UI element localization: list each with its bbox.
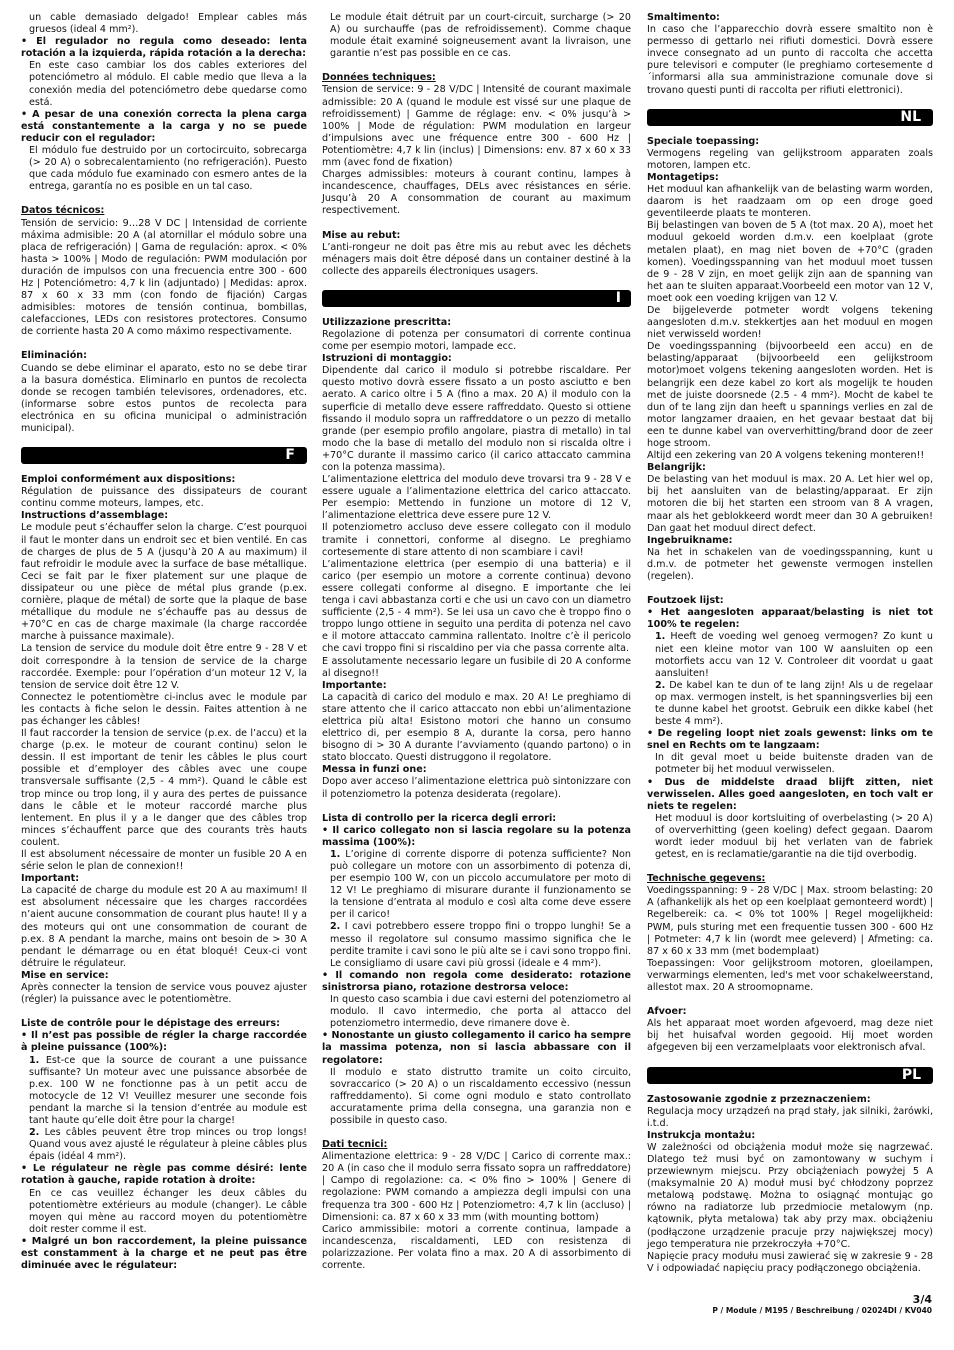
- nl-use-text: Vermogens regeling van gelijkstroom apparaten zoals motoren, lampen etc.: [647, 147, 933, 171]
- nl-assembly-para: De bijgeleverde potmeter wordt volgens tekening aangesloten d.m.v. stekkertjes aan het moduul en mogen niet verwisseld worden!: [647, 304, 933, 341]
- column-1: [21, 12, 307, 1272]
- it-disposal-text: In caso che l’apparecchio dovrà essere smaltito non è permesso di gettarlo nei rifiuti domestici. Dovrà essere invece consegnato ad un punto di raccolta che accetta pure televisori e computer (le preghiamo cortesemente d´informarsi alla sua amministrazione comunale dove si trovano questi punti di raccolta per rifiuti elettronici).: [647, 24, 933, 96]
- fr-service-heading: Mise en service:: [21, 969, 109, 981]
- pl-assembly-heading: Instrukcja montażu:: [647, 1129, 756, 1141]
- fr-charges-text: Charges admissibles: moteurs à courant continu, lampes à incandescence, chauffages, DELs avec résistances en série. Jusqu’à 20 A consommation de courant au maximum respectivement.: [322, 169, 631, 217]
- es-tech-heading: Datos técnicos:: [21, 205, 105, 217]
- fr-service-text: Après connecter la tension de service vous pouvez ajuster (régler) la puissance avec le potentiomètre.: [21, 982, 307, 1006]
- it-disposal-heading: Smaltimento:: [647, 12, 720, 23]
- it-assembly-heading: Istruzioni di montaggio:: [322, 353, 452, 365]
- es-continued-text: un cable demasiado delgado! Emplear cables más gruesos (ideal 4 mm²).: [29, 12, 307, 36]
- nl-check-1-title: • Het aangesloten apparaat/belasting is niet tot 100% te regelen:: [647, 607, 933, 631]
- nl-check-3-title: • Dus de middelste draad blijft zitten, niet verwisselen. Alles goed aangesloten, en toch valt er niets te regelen:: [647, 776, 933, 812]
- nl-check-2-title: • De regeling loopt niet zoals gewenst: links om te snel en Rechts om te langzaam:: [647, 728, 933, 752]
- fr-tech-text: Tension de service: 9 - 28 V/DC | Intensité de courant maximale admissible: 20 A (quand le module est vissé sur une plaque de refroidissement) | Gamme de réglage: env. < 0% jusqu’à > 100% | Mode de régulation: PWM modulation en largeur d’impulsions avec une fréquence entre 300 - 600 Hz | Potentiomètre: 4,7 k lin (inclus) | Dimensions: env. 87 x 60 x 33 mm (avec fond de fixation): [322, 84, 631, 169]
- point-text: L’origine di corrente disporre di potenza sufficiente? Non può collegare un motore con un assorbimento di potenza di, per esempio 100 W, con un piccolo accumulatore per moto di 12 V! Le preghiamo di misurare durante il funzionamento se la tensione d’entrata al modulo e così alta come deve essere per il carico!: [330, 848, 631, 921]
- fr-assembly-para: Il est absolument nécessaire de monter un fusible 20 A en série selon le plan de connexion!!: [21, 849, 307, 873]
- it-load-text: Carico ammissibile: motori a corrente continua, lampade a incandescenza, riscaldamenti, LED con resistenza di polarizzazione. Per volata fino a max. 20 A di assorbimento di corrente.: [322, 1223, 631, 1271]
- it-assembly-para: Il potenziometro accluso deve essere collegato con il modulo tramite i connettori, conforme al disegno. Le preghiamo cortesemente di stare attento di non scambiare i cavi!: [322, 522, 631, 558]
- it-check-3-title: • Nonostante un giusto collegamento il carico ha sempre la massima potenza, non si lascia abbassare con il regolatore:: [322, 1030, 631, 1066]
- fr-disposal-text: L’anti-rongeur ne doit pas être mis au rebut avec les déchets ménagers mais doit être déposé dans un container destiné à la collecte des appareils électroniques usagers.: [322, 241, 631, 277]
- nl-assembly-para: Bij belastingen van boven de 5 A (tot max. 20 A), moet het moduul gekoeld worden d.m.v. een koelplaat (grote metalen plaat), en mag niet boven de +70°C (graden komen). Voedingsspanning van het moduul moet tussen de 9 - 28 V zijn, en moet gelijk zijn aan de spanning van het aan te sluiten apparaat.Voorbeeld een motor van 12 V, moet ook een voeding krijgen van 12 V.: [647, 220, 933, 304]
- fr-checklist-heading: Liste de contrôle pour le dépistage des erreurs:: [21, 1018, 280, 1030]
- column-2: [322, 12, 631, 1272]
- nl-tech-text: Voedingsspanning: 9 - 28 V/DC | Max. stroom belasting: 20 A (afhankelijk als het op een koelplaat gemonteerd wordt) | Regelbereik: ca. < 0% tot 100% | Regel mogelijkheid: PWM, puls sturing met een frequentie tussen 300 - 600 Hz | Potmeter: 4,7 k lin (wordt mee geleverd) | Afmeting: ca. 87 x 60 x 33 mm (met bodemplaat): [647, 885, 933, 957]
- point-text: Est-ce que la source de courant a une puissance suffisante? Un moteur avec une puissance absorbée de p.ex. 100 W ne fonctionne pas à un petit accu de motocycle de 12 V! Veuillez mesurer une seconde fois pendant la marche si la tension d’entrée au module est tant haute qu’elle doit être pour la charge!: [29, 1054, 307, 1126]
- language-bar-pl: PL: [647, 1067, 933, 1084]
- fr-assembly-para: Il faut raccorder la tension de service (p.ex. de l’accu) et la charge (p.ex. le moteur de courant continu) selon le dessin. Il est important de tenir les câbles le plus court possible et d’employer des câbles avec une coupe transversale suffisante (2,5 - 4 mm²). Quand le câble est trop mince ou trop long, il y aura des pertes de puissance dans le câble et le moteur raccordé marche plus lentement. En plus il y a le danger que des câbles trop minces s’échauffent parce que des courants très hauts coulent.: [21, 728, 307, 848]
- document-reference: P / Module / M195 / Beschreibung / 02024DI / KV040: [712, 1306, 932, 1315]
- pl-use-heading: Zastosowanie zgodnie z przeznaczeniem:: [647, 1093, 871, 1105]
- nl-assembly-para: Het moduul kan afhankelijk van de belasting warm worden, daarom is het raadzaam om op een droge goed geventileerde plaats te monteren.: [647, 184, 933, 220]
- point-number: 1.: [29, 1054, 40, 1066]
- es-disposal-text: Cuando se debe eliminar el aparato, esto no se debe tirar a la basura doméstica. Eliminarlo en puntos de recolecta donde se recogen también televisores, ordenadores, etc. (informarse sobre estos puntos de recolecta para electrónica en su oficina municipal o administración municipal).: [21, 362, 307, 434]
- pl-assembly-para: W zależności od obciążenia moduł może się nagrzewać. Dlatego też musi być on zamontowany w suchym i przewiewnym miejscu. Przy obciążeniach powyżej 5 A (maksymalnie 20 A) moduł musi być chłodzony poprzez metalową podstawę. Można to osiągnąć montując go równo na radiatorze lub przedmiocie metalowym (np. kątownik, płyta metalowa) tak aby przy max. obciążeniu (podłączone urządzenie pracuje przy największej mocy) jego temperatura nie przekroczyła +70°C.: [647, 1141, 933, 1250]
- point-text: De kabel kan te dun of te lang zijn! Als u de regelaar op max. vermogen instelt, is het spanningsverlies bij een te dunne kabel het grootst. Gebruik een dikke kabel (het beste 4 mm²).: [655, 679, 933, 728]
- it-check-1-point-1: [330, 849, 631, 922]
- fr-use-heading: Emploi conformément aux dispositions:: [21, 474, 236, 486]
- it-assembly-para: Dipendente dal carico il modulo si potrebbe riscaldare. Per questo motivo dovrà essere fissato a un posto asciutto e ben aerato. A carico oltre i 5 A (fino a max. 20 A) il modulo con la superficie di metallo deve essere raffreddato. Questo si ottiene fissando il modulo sopra un raffreddatore o un pezzo di metallo grande (per esempio profilo angolare, piastra di metallo) in tal modo che la base di metallo del modulo non si riscalda oltre i +70°C durante il massimo carico (il carico attaccato cammina con la potenza massima).: [322, 365, 631, 473]
- nl-disposal-heading: Afvoer:: [647, 1006, 687, 1018]
- es-disposal-heading: Eliminación:: [21, 350, 87, 362]
- it-service-heading: Messa in funzi one:: [322, 764, 427, 776]
- language-bar-it: I: [322, 290, 631, 307]
- fr-check-1-point-2: [29, 1127, 307, 1163]
- nl-assembly-para: De voedingsspanning (bijvoorbeeld een accu) en de belasting/apparaat (bijvoorbeeld een gelijkstroom motor)moet volgens tekening aangesloten worden. Het is belangrijk een deze kabel zo kort als mogelijk te houden met de juiste doorsnede (2.5 - 4 mm²). Mocht de kabel te dun of te lang zijn dan heeft u spannings verlies en zal de motor langzamer draaien, en het gevaar bestaat dat bij een te dunne kabel van oververhitting/brand door de zeer hoge stroom.: [647, 341, 933, 449]
- fr-important-text: La capacité de charge du module est 20 A au maximum! Il est absolument nécessaire que les charges raccordées n’aient aucune consommation de courant plus haute! Il y a des moteurs qui ont une consommation de courant de p.ex. 8 A pendant la marche, mains ont besoin de > 30 A pendant le démarrage ou en état bloqué! Ceux-ci vont détruire le régulateur.: [21, 885, 307, 969]
- it-use-text: Regolazione di potenza per consumatori di corrente continua come per esempio motori, lampade ecc.: [322, 328, 631, 353]
- nl-check-2-text: In dit geval moet u beide buitenste draden van de potmeter bij het moduul verwisselen.: [655, 752, 933, 776]
- point-text: I cavi potrebbero essere troppo fini o troppo lunghi! Se a messo il regolatore sul consumo massimo significa che le perdite tramite i cavi sono le più alte se i cavi sono troppo fini. Le consigliamo di usare cavi più grossi (ideale e 4 mm²).: [330, 921, 631, 969]
- es-tech-text: Tensión de servicio: 9…28 V DC | Intensidad de corriente máxima admisible: 20 A (al atornillar el módulo sobre una placa de refrigeración) | Gama de regulación: aprox. < 0% hasta > 100% | Modo de regulación: PWM modulación por duración de impulsos con una frecuencia entre 300 - 600 Hz | Potenciómetro: 4,7 k lin (adjuntado) | Medidas: aprox. 87 x 60 x 33 mm (con fondo de fijación) Cargas admisibles: motores de tensión continua, bombillas, calefacciones, LEDs con resistores protectores. Consumo de corriente hasta 20 A como máximo respectivamente.: [21, 217, 307, 338]
- it-assembly-para: E assolutamente necessario legare un fusibile di 20 A conforme al disegno!!: [322, 655, 631, 679]
- nl-service-heading: Ingebruikname:: [647, 534, 733, 546]
- it-service-text: Dopo aver acceso l’alimentazione elettrica può sintonizzare con il potenziometro la potenza desiderata (regolare).: [322, 776, 631, 800]
- pl-assembly-para: Napięcie pracy modułu musi zawierać się w zakresie 9 - 28 V i odpowiadać napięciu pracy podłączonego obciążenia.: [647, 1250, 933, 1274]
- it-tech-heading: Dati tecnici:: [322, 1139, 388, 1151]
- fr-assembly-heading: Instructions d’assemblage:: [21, 510, 169, 522]
- it-check-3-text: Il modulo e stato distrutto tramite un coito circuito, sovraccarico (> 20 A) o un riscaldamento eccessivo (nessun raffreddamento). Si come ogni modulo e stato controllato accuratamente prima della consegna, una garanzia non e possibile in questo caso.: [330, 1066, 631, 1126]
- es-troubleshoot-3-title: • A pesar de una conexión correcta la plena carga está constantemente a la carga y no se puede reducir con el regulador:: [21, 108, 307, 144]
- language-bar-fr: F: [21, 447, 307, 464]
- it-assembly-para: L’alimentazione elettrica (per esempio di una batteria) e il carico (per esempio un motore a corrente continua) devono essere collegati conforme al disegno. E importante che lei tenga i cavi abbastanza corti e che usi un cavo con un diametro sufficiente (2,5 - 4 mm²). Se lei usa un cavo che è troppo fino o troppo lungo ottiene in seguito una perdita di potenza nel cavo e il motore attaccato cammina rallentato. Inoltre c’è il pericolo che cavi troppo fini si riscaldino per via che passa corrente alta.: [322, 558, 631, 655]
- fr-important-heading: Important:: [21, 873, 80, 885]
- pl-use-text: Regulacja mocy urządzeń na prąd stały, jak silniki, żarówki, i.t.d.: [647, 1105, 933, 1129]
- fr-assembly-para: La tension de service du module doit être entre 9 - 28 V et doit correspondre à la tension de service de la charge raccordée. Exemple: pour l’opération d’un moteur 12 V, la tension de service doit être 12 V.: [21, 643, 307, 691]
- fr-tech-heading: Données techniques:: [322, 72, 436, 84]
- point-number: 2.: [655, 679, 666, 691]
- it-important-heading: Importante:: [322, 679, 387, 691]
- fr-assembly-para: Connectez le potentiomètre ci-inclus avec le module par les contacts à fiche selon le dessin. Faites attention à ne pas échanger les câbles!: [21, 691, 307, 727]
- nl-use-heading: Speciale toepassing:: [647, 135, 760, 147]
- nl-disposal-text: Als het apparaat moet worden afgevoerd, mag deze niet bij het huisafval worden gegooid. Hij moet worden afgegeven bij een verzamelplaats voor elektronisch afval.: [647, 1018, 933, 1054]
- fr-assembly-para: Le module peut s’échauffer selon la charge. C’est pourquoi il faut le monter dans un endroit sec et bien ventilé. En cas de charges de plus de 5 A (jusqu’à 20 A au maximum) il faut refroidir le module avec la surface de base métallique. Ceci se fait par le fixer platement sur une plaque de dissipateur ou une pièce de métal plus grande (p.ex. cornière, plaque de métal) de sorte que la plaque de base métallique du module ne s’échauffe pas au dessus de +70°C en cas de charge maximale (la charge raccordée marche à puissance maximale).: [21, 522, 307, 643]
- nl-important-heading: Belangrijk:: [647, 462, 706, 474]
- fr-disposal-heading: Mise au rebut:: [322, 229, 401, 241]
- column-3: [647, 12, 933, 1275]
- fr-check-3-text: Le module était détruit par un court-circuit, surcharge (> 20 A) ou surchauffe (pas de refroidissement). Comme chaque module était examiné soigneusement avant la livraison, une garantie n’est pas possible en ce cas.: [330, 12, 631, 60]
- point-number: 1.: [655, 631, 666, 643]
- fr-check-2-text: En ce cas veuillez échanger les deux câbles du potentiomètre extérieurs au module (changer). Le câble moyen qui mène au raccord moyen du potentiomètre doit rester comme il est.: [29, 1187, 307, 1235]
- point-number: 2.: [330, 921, 341, 933]
- point-number: 1.: [330, 848, 341, 860]
- it-important-text: La capacità di carico del modulo e max. 20 A! Le preghiamo di stare attento che il carico attaccato non ebbi un’alimentazione elettrica più alta! Esistono motori che hanno un consumo elettrico di, per esempio 8 A, durante la corsa, pero hanno bisogno di > 30 A durante l’avviamento (quando partono) o in stato bloccato. Questi distruggono il regolatore.: [322, 691, 631, 764]
- it-checklist-heading: Lista di controllo per la ricerca degli errori:: [322, 812, 557, 824]
- it-use-heading: Utilizzazione prescritta:: [322, 316, 452, 328]
- nl-check-1-point-2: [655, 680, 933, 728]
- it-check-2-title: • Il comando non regola come desiderato: rotazione sinistrorsa piano, rotazione destrorsa veloce:: [322, 969, 631, 993]
- es-troubleshoot-2-text: En este caso cambiar los dos cables exteriores del potenciómetro al módulo. El cable medio que lleva a la conexión media del potenciómetro debe quedarse como está.: [29, 60, 307, 108]
- it-tech-text: Alimentazione elettrica: 9 - 28 V/DC | Carico di corrente max.: 20 A (in caso che il modulo serra fissato sopra un raffreddatore) | Campo di regolazione: ca. < 0% fino > 100% | Genere di regolazione: PWM comando a ampiezza degli impulsi con una frequenza tra 300 - 600 Hz | Potenziometro: 4,7 k lin (accluso) | Dimensioni: ca. 87 x 60 x 33 mm (with mounting bottom): [322, 1151, 631, 1223]
- nl-checklist-heading: Foutzoek lijst:: [647, 595, 724, 607]
- nl-tech-heading: Technische gegevens:: [647, 873, 766, 885]
- fr-check-1-point-1: [29, 1055, 307, 1128]
- fr-check-1-title: • Il n’est pas possible de régler la charge raccordée à pleine puissance (100%):: [21, 1030, 307, 1054]
- point-text: Les câbles peuvent être trop minces ou trop longs! Quand vous avez ajusté le régulateur à pleine câbles plus épais (idéal 4 mm²).: [29, 1127, 307, 1163]
- nl-check-1-point-1: [655, 631, 933, 679]
- nl-assembly-heading: Montagetips:: [647, 171, 719, 183]
- nl-important-text: De belasting van het moduul is max. 20 A. Let hier wel op, bij het aansluiten van de belasting/apparaat. Er zijn motoren die bij het starten een stroom van 8 A vragen, maar als het geblokkeerd wordt meer dan 30 A gebruiken! Dan gaat het moduul direct defect.: [647, 474, 933, 534]
- nl-applications-text: Toepassingen: Voor gelijkstroom motoren, gloeilampen, verwarmings elementen, led's met voor schakelweerstand, allestot max. 20 A stroomopname.: [647, 957, 933, 994]
- fr-check-3-title: • Malgré un bon raccordement, la pleine puissance est constamment à la charge et ne peut pas être diminuée avec le régulateur:: [21, 1235, 307, 1272]
- es-troubleshoot-3-text: El módulo fue destruido por un cortocircuito, sobrecarga (> 20 A) o sobrecalentamiento (no refrigeración). Puesto que cada módulo fue examinado con esmero antes de la entrega, garantía no es posible en un tal caso.: [29, 145, 307, 193]
- language-bar-nl: NL: [647, 109, 933, 126]
- es-troubleshoot-2-title: • El regulador no regula como deseado: lenta rotación a la izquierda, rápida rotación a la derecha:: [21, 36, 307, 60]
- nl-check-3-text: Het moduul is door kortsluiting of overbelasting (> 20 A) of oververhitting (geen koeling) defect gegaan. Daarom wordt ieder moduul bij het verlaten van de fabriek getest, en is reclamatie/garantie na die tijd overbodig.: [655, 812, 933, 861]
- point-text: Heeft de voeding wel genoeg vermogen? Zo kunt u niet een kleine motor van 100 W aansluiten op een motorfiets accu van 12 V. Controleer dit voordat u gaat aansluiten!: [655, 631, 933, 679]
- page-number: 3/4: [912, 1293, 932, 1306]
- nl-service-text: Na het in schakelen van de voedingsspanning, kunt u d.m.v. de potmeter het gewenste vermogen instellen (regelen).: [647, 546, 933, 583]
- it-assembly-para: L’alimentazione elettrica del modulo deve trovarsi tra 9 - 28 V e essere uguale a l’alimentazione elettrica del carico attaccato. Per esempio: Mettendo in funzione un motore di 12 V, l’alimentazione elettrica deve essere pure 12 V.: [322, 474, 631, 522]
- it-check-1-title: • Il carico collegato non si lascia regolare su la potenza massima (100%):: [322, 824, 631, 848]
- point-number: 2.: [29, 1127, 40, 1139]
- fr-check-2-title: • Le régulateur ne règle pas comme désiré: lente rotation à gauche, rapide rotation à droite:: [21, 1163, 307, 1187]
- fr-use-text: Régulation de puissance des dissipateurs de courant continu comme moteurs, lampes, etc.: [21, 486, 307, 510]
- nl-assembly-para: Altijd een zekering van 20 A volgens tekening monteren!!: [647, 450, 925, 462]
- it-check-2-text: In questo caso scambia i due cavi esterni del potenziometro al modulo. Il cavo intermedio, che porta al attacco del potenziometro intermedio, deve rimanere dove è.: [330, 994, 631, 1030]
- it-check-1-point-2: [330, 921, 631, 969]
